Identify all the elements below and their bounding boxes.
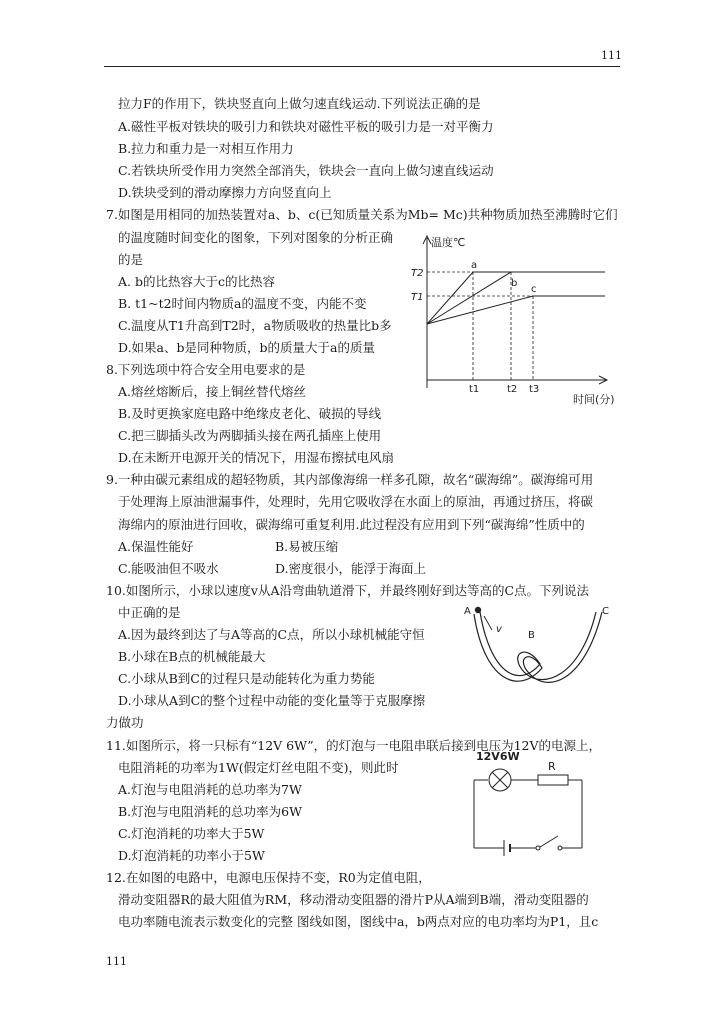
text-line: 拉力F的作用下，铁块竖直向上做匀速直线运动.下列说法正确的是: [118, 96, 481, 111]
switch-contact: [558, 846, 562, 850]
text-line: A. b的比热容大于c的比热容: [118, 274, 275, 289]
text-line: B.灯泡与电阻消耗的总功率为6W: [118, 804, 302, 819]
text-line: A.灯泡与电阻消耗的总功率为7W: [118, 782, 302, 797]
question-10-stem: 10.如图所示，小球以速度v从A沿弯曲轨道滑下，并最终刚好到达等高的C点。下列说法: [106, 583, 590, 598]
tick-t3: t3: [529, 384, 540, 395]
header-page-number: 111: [601, 49, 622, 62]
text-line: 中正确的是: [118, 605, 181, 620]
curve-c: [427, 296, 605, 324]
text-line: 力做功: [106, 715, 144, 730]
text-line: D.小球从A到C的整个过程中动能的变化量等于克服摩擦: [118, 693, 426, 708]
text-line: D.灯泡消耗的功率小于5W: [118, 848, 265, 863]
curve-b-label: b: [511, 278, 518, 289]
text-line: B.及时更换家庭电路中绝缘皮老化、破损的导线: [118, 406, 382, 421]
text-line: B. t1~t2时间内物质a的温度不变，内能不变: [118, 296, 367, 311]
graph-y-label: 温度℃: [431, 236, 466, 249]
question-7-stem: 7.如图是用相同的加热装置对a、b、c(已知质量关系为Mb= Mc)共种物质加热至沸腾时它们: [106, 207, 618, 222]
label-A: A: [464, 606, 471, 617]
label-C: C: [602, 606, 609, 617]
question-11-stem: 11.如图所示，将一只标有“12V 6W”，的灯泡与一电阻串联后接到电压为12V的电源上，: [106, 738, 602, 753]
question-8-stem: 8.下列选项中符合安全用电要求的是: [106, 362, 306, 377]
tick-T2: T2: [411, 268, 424, 279]
question-12-stem: 12.在如图的电路中，电源电压保持不变，R0为定值电阻，: [106, 870, 431, 885]
footer-page-number: 111: [106, 955, 127, 968]
text-line: 滑动变阻器R的最大阻值为RM，移动滑动变阻器的滑片P从A端到B端，滑动变阻器的: [118, 892, 589, 907]
text-line: C.灯泡消耗的功率大于5W: [118, 826, 265, 841]
text-line: A.磁性平板对铁块的吸引力和铁块对磁性平板的吸引力是一对平衡力: [118, 119, 494, 134]
text-line: C.温度从T1升高到T2时，a物质吸收的热量比b多: [118, 318, 392, 333]
text-line: B.拉力和重力是一对相互作用力: [118, 141, 294, 156]
text-line: 于处理海上原油泄漏事件，处理时，先用它吸收浮在水面上的原油，再通过挤压，将碳: [118, 494, 594, 509]
circuit-diagram: [470, 748, 616, 866]
switch-icon: [540, 836, 558, 847]
tick-t2: t2: [507, 384, 518, 395]
text-line: A.因为最终到达了与A等高的C点，所以小球机械能守恒: [118, 627, 425, 642]
tick-T1: T1: [411, 292, 424, 303]
lamp-label: 12V6W: [476, 750, 520, 763]
curve-c-label: c: [531, 284, 537, 295]
text-line: A.保温性能好: [118, 539, 194, 554]
resistor-icon: [538, 775, 568, 785]
resistor-label: R: [548, 760, 556, 773]
text-line: 电阻消耗的功率为1W(假定灯丝电阻不变)，则此时: [118, 760, 399, 775]
text-line: D.如果a、b是同种物质，b的质量大于a的质量: [118, 340, 375, 355]
text-line: D.在未断开电源开关的情况下，用湿布擦拭电风扇: [118, 450, 395, 465]
temperature-time-graph: [405, 228, 617, 408]
text-line: B.易被压缩: [275, 539, 339, 554]
graph-x-label: 时间(分): [573, 393, 615, 406]
tick-t1: t1: [469, 384, 480, 395]
text-line: C.小球从B到C的过程只是动能转化为重力势能: [118, 671, 375, 686]
track-inner: [480, 612, 596, 680]
curve-a-label: a: [471, 260, 478, 271]
text-line: D.铁块受到的滑动摩擦力方向竖直向上: [118, 185, 332, 200]
text-line: 的是: [118, 252, 144, 267]
switch-contact: [536, 846, 540, 850]
text-line: C.把三脚插头改为两脚插头接在两孔插座上使用: [118, 428, 382, 443]
label-v: v: [496, 624, 502, 635]
text-line: C.若铁块所受作用力突然全部消失，铁块会一直向上做匀速直线运动: [118, 163, 494, 178]
text-line: 电功率随电流表示数变化的完整 图线如图，图线中a，b两点对应的电功率均为P1，且c: [118, 914, 599, 929]
question-9-stem: 9.一种由碳元素组成的超轻物质，其内部像海绵一样多孔隙，故名“碳海绵”。碳海绵可用: [106, 472, 594, 487]
label-B: B: [528, 630, 535, 641]
text-line: 的温度随时间变化的图象，下列对图象的分析正确: [118, 230, 394, 245]
text-line: D.密度很小，能浮于海面上: [275, 561, 427, 576]
text-line: 海绵内的原油进行回收，碳海绵可重复利用.此过程没有应用到下列“碳海绵”性质中的: [118, 517, 585, 532]
ball: [475, 607, 481, 613]
velocity-arrow: [484, 616, 492, 630]
text-line: A.熔丝熔断后，接上铜丝替代熔丝: [118, 384, 307, 399]
curved-track-figure: [462, 602, 612, 692]
header-rule: [104, 66, 620, 67]
text-line: B.小球在B点的机械能最大: [118, 649, 266, 664]
text-line: C.能吸油但不吸水: [118, 561, 219, 576]
